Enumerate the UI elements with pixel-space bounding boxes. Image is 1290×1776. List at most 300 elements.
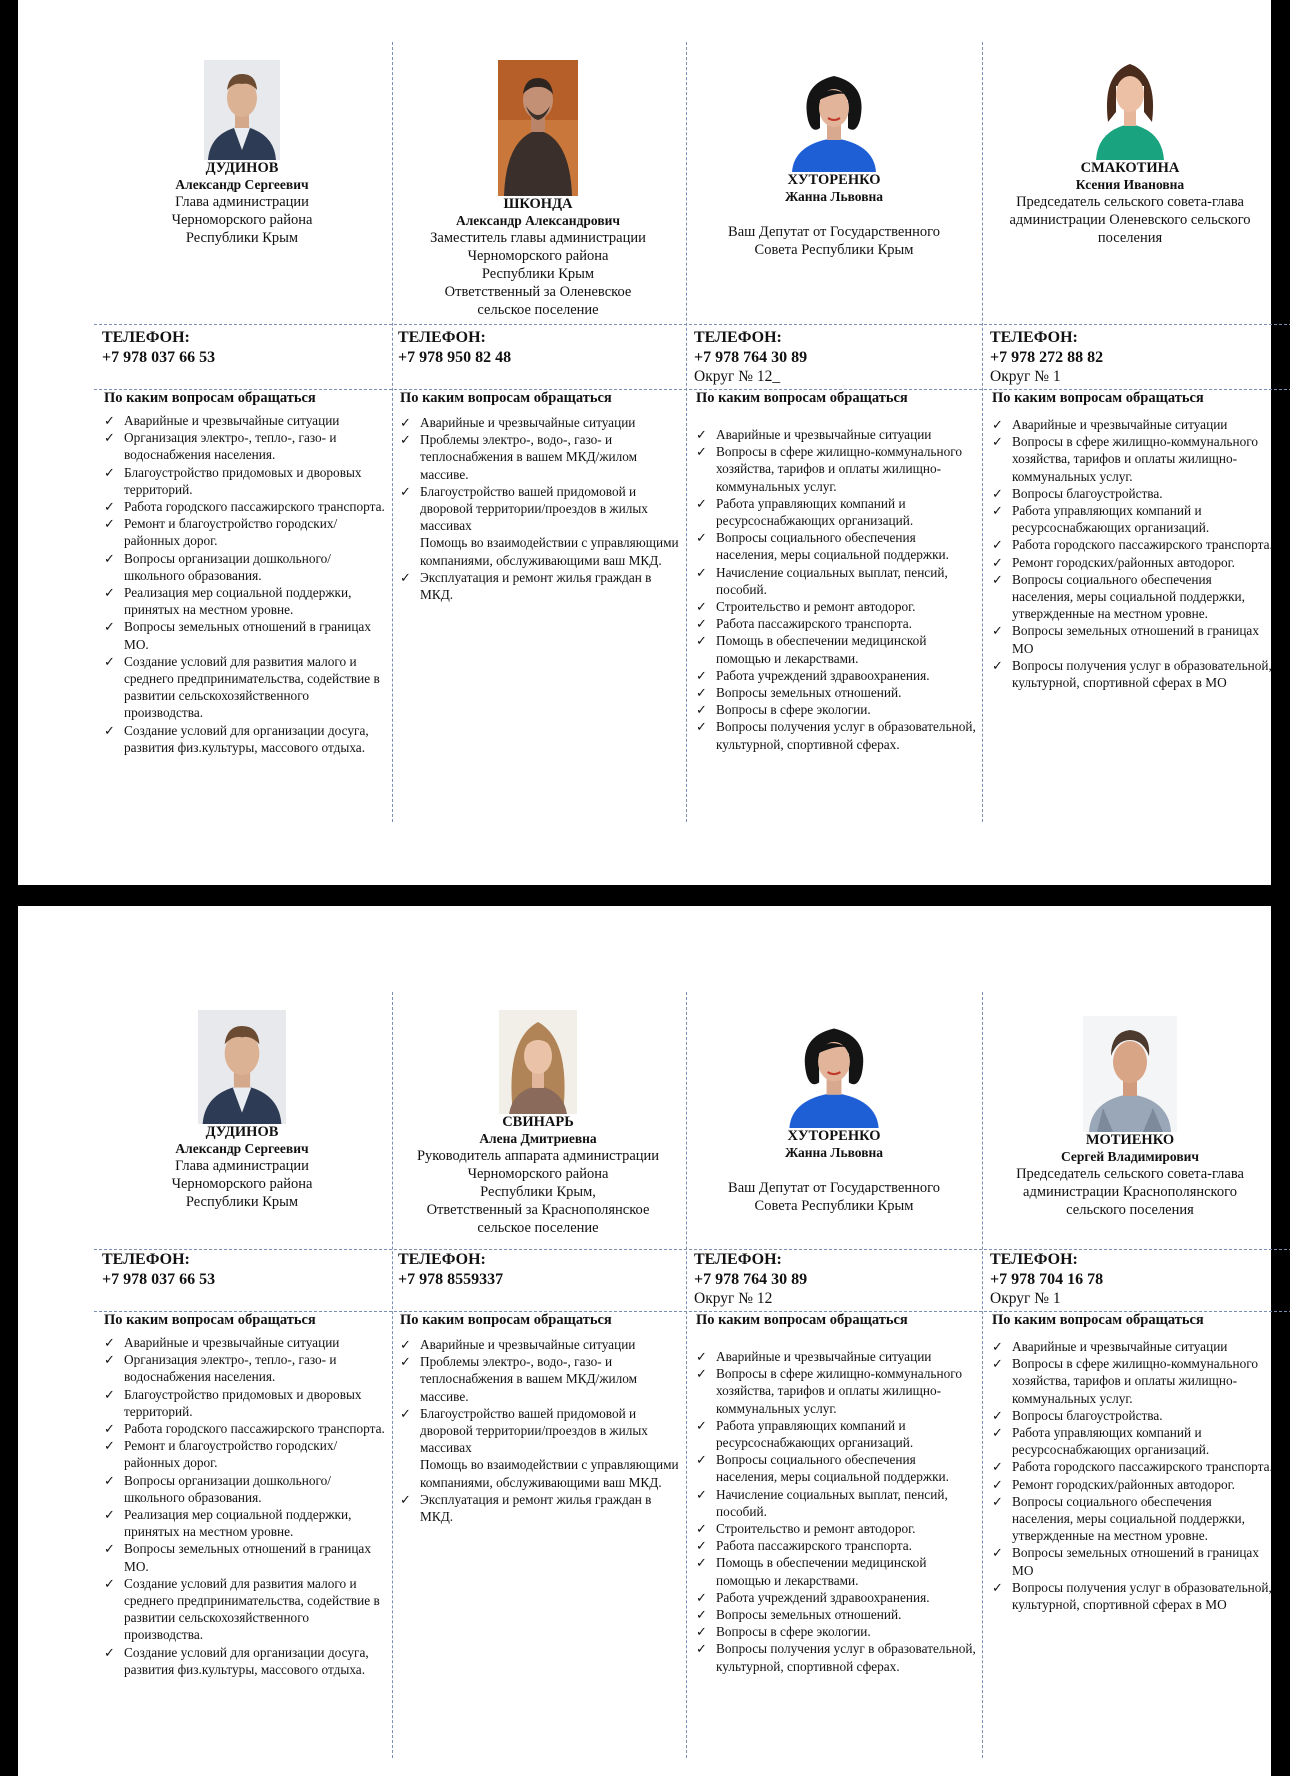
issue-text: Вопросы социального обеспечения населения, меры социальной поддержки. [716,1452,949,1485]
issue-item [696,426,980,443]
issue-text: Эксплуатация и ремонт жилья граждан в МКД. [420,569,652,603]
issue-text: Вопросы в сфере экологии. [716,1624,871,1640]
check-icon: ✓ [696,1521,707,1537]
issue-text: Вопросы социального обеспечения населения, меры социальной поддержки, утвержденные на местном уровне. [1012,571,1245,622]
issue-text: Аварийные и чрезвычайные ситуации [716,1349,932,1364]
check-icon: ✓ [696,702,707,718]
person-surname: МОТИЕНКО [1085,1132,1175,1148]
check-icon: ✓ [104,499,115,515]
contact-sheet-1 [18,0,1271,885]
contact-card [686,906,982,1776]
issue-item [104,464,388,498]
role-line: Ответственный за Оленевское [444,284,632,300]
portrait-photo [498,60,578,196]
check-icon: ✓ [992,1339,1003,1354]
phone-number: +7 978 764 30 89 [694,349,808,366]
issue-item [992,571,1276,623]
issue-item [104,429,388,463]
check-icon: ✓ [400,569,411,585]
issue-text: Вопросы земельных отношений в границах МО. [124,1541,371,1574]
phone-label: ТЕЛЕФОН: [102,329,190,346]
issue-text: Вопросы земельных отношений в границах МО [1012,1545,1259,1578]
issue-item [400,1456,684,1490]
person-given-name: Александр Сергеевич [175,177,309,192]
check-icon: ✓ [104,653,115,669]
check-icon: ✓ [104,413,115,428]
phone-number: +7 978 8559337 [398,1271,504,1288]
check-icon: ✓ [992,485,1003,501]
issue-item [696,1520,980,1537]
issue-text: Вопросы получения услуг в образовательной, культурной, спортивной сферах в МО [1012,1579,1272,1613]
issue-text: Начисление социальных выплат, пенсий, пособий. [716,1486,948,1519]
issue-item [104,653,388,722]
role-line: Руководитель аппарата администрации [416,1148,660,1164]
check-icon: ✓ [400,483,411,499]
issue-text: Вопросы получения услуг в образовательной, культурной, спортивной сферах. [716,1641,976,1674]
check-icon: ✓ [992,1545,1003,1561]
issue-text: Строительство и ремонт автодорог. [716,599,916,615]
issue-text: Работа учреждений здравоохранения. [716,667,930,683]
issue-item [696,701,980,718]
check-icon: ✓ [696,444,707,460]
issue-item [104,412,388,429]
issues-list [696,426,980,753]
check-icon: ✓ [104,1507,115,1523]
issue-item [104,722,388,756]
issue-item [104,1540,388,1574]
issue-item [696,443,980,495]
issues-list [104,412,388,756]
person-given-name: Жанна Львовна [784,189,884,204]
phone-number: +7 978 950 82 48 [398,349,512,366]
issue-item [104,498,388,515]
person-given-name: Ксения Ивановна [1075,177,1185,192]
check-icon: ✓ [104,1352,115,1368]
issue-item [104,1575,388,1644]
issue-text: Вопросы организации дошкольного/школьного образования. [124,1472,331,1505]
check-icon: ✓ [400,1491,411,1507]
issue-text: Вопросы в сфере жилищно-коммунального хозяйства, тарифов и оплаты жилищно-коммунальных услуг. [1012,1356,1258,1406]
check-icon: ✓ [696,667,707,683]
role-line: Заместитель главы администрации [430,230,646,246]
person-given-name: Александр Сергеевич [175,1141,309,1156]
issue-text: Реализация мер социальной поддержки, принятых на местном уровне. [124,585,352,618]
role-line: администрации Оленевского сельского [1009,212,1251,228]
issue-item [104,1506,388,1540]
issue-text: Создание условий для развития малого и среднего предпринимательства, содействие в развитии сельскохозяйственного производства. [124,1575,380,1643]
role-line: Совета Республики Крым [754,1198,914,1214]
issue-item [400,1336,684,1353]
issue-text: Строительство и ремонт автодорог. [716,1521,916,1537]
issue-text: Помощь в обеспечении медицинской помощью и лекарствами. [716,633,927,666]
check-icon: ✓ [696,1452,707,1468]
issue-text: Вопросы социального обеспечения населения, меры социальной поддержки. [716,530,949,563]
issue-item [400,569,684,603]
issue-item [696,615,980,632]
check-icon: ✓ [696,1417,707,1433]
check-icon: ✓ [104,430,115,446]
issue-text: Вопросы благоустройства. [1012,485,1163,501]
issue-text: Вопросы получения услуг в образовательной, культурной, спортивной сферах в МО [1012,657,1272,691]
contact-card [686,0,982,885]
check-icon: ✓ [104,1335,115,1350]
issue-text: Вопросы в сфере жилищно-коммунального хозяйства, тарифов и оплаты жилищно-коммунальных услуг. [716,1366,962,1416]
issue-text: Работа управляющих компаний и ресурсоснабжающих организаций. [716,1417,914,1451]
issue-item [696,1537,980,1554]
person-given-name: Алена Дмитриевна [479,1131,597,1146]
issue-item [104,1420,388,1437]
issue-text: Вопросы в сфере жилищно-коммунального хозяйства, тарифов и оплаты жилищно-коммунальных услуг. [1012,434,1258,484]
issue-item [696,529,980,563]
check-icon: ✓ [696,564,707,580]
phone-number: +7 978 764 30 89 [694,1271,808,1288]
check-icon: ✓ [104,1386,115,1402]
issue-item [104,1386,388,1420]
phone-label: ТЕЛЕФОН: [694,1251,782,1268]
issues-list [400,1336,684,1525]
check-icon: ✓ [104,516,115,532]
issue-text: Работа пассажирского транспорта. [716,616,912,632]
issue-text: Аварийные и чрезвычайные ситуации [420,415,636,430]
check-icon: ✓ [992,554,1003,570]
issue-text: Благоустройство придомовых и дворовых территорий. [124,1386,362,1419]
check-icon: ✓ [696,1641,707,1657]
issue-item [696,1554,980,1588]
person-surname: ХУТОРЕНКО [787,1128,881,1144]
issue-item [104,1472,388,1506]
check-icon: ✓ [104,1541,115,1557]
check-icon: ✓ [696,1589,707,1605]
issue-item [992,502,1276,536]
check-icon: ✓ [696,1607,707,1623]
portrait-photo [783,1016,885,1128]
questions-title: По каким вопросам обращаться [696,1312,908,1328]
issue-text: Работа городского пассажирского транспорта. [1012,1459,1273,1475]
issue-item [696,1365,980,1417]
questions-title: По каким вопросам обращаться [400,1312,612,1328]
issue-item [992,1458,1276,1475]
phone-number: +7 978 037 66 53 [102,1271,216,1288]
phone-number: +7 978 272 88 82 [990,349,1104,366]
issue-text: Помощь в обеспечении медицинской помощью и лекарствами. [716,1555,927,1588]
issue-text: Ремонт и благоустройство городских/районных дорог. [124,1438,338,1471]
issue-item [992,657,1276,691]
issue-item [992,1424,1276,1458]
contact-card [390,0,686,885]
issue-item [992,1355,1276,1407]
phone-label: ТЕЛЕФОН: [102,1251,190,1268]
issue-text: Вопросы в сфере жилищно-коммунального хозяйства, тарифов и оплаты жилищно-коммунальных услуг. [716,444,962,494]
issue-text: Создание условий для организации досуга, развития физ.культуры, массового отдыха. [124,722,369,755]
contact-sheet-2 [18,906,1271,1776]
issue-text: Вопросы получения услуг в образовательной, культурной, спортивной сферах. [716,719,976,752]
issue-item [400,1405,684,1457]
issue-item [696,598,980,615]
issue-text: Проблемы электро-, водо-, газо- и теплоснабжения в вашем МКД/жилом массиве. [420,1354,638,1404]
issue-text: Проблемы электро-, водо-, газо- и теплоснабжения в вашем МКД/жилом массиве. [420,432,638,482]
portrait-photo [204,60,280,160]
role-line: Черноморского района [171,212,313,228]
issue-item [696,667,980,684]
check-icon: ✓ [400,1337,411,1352]
issue-text: Создание условий для организации досуга, развития физ.культуры, массового отдыха. [124,1644,369,1677]
issue-item [400,431,684,483]
check-icon: ✓ [104,1644,115,1660]
role-line: Черноморского района [467,1166,609,1182]
phone-number: +7 978 037 66 53 [102,349,216,366]
questions-title: По каким вопросам обращаться [104,1312,316,1328]
check-icon: ✓ [696,495,707,511]
check-icon: ✓ [992,1356,1003,1372]
issue-text: Аварийные и чрезвычайные ситуации [124,413,340,428]
issue-item [992,416,1276,433]
issue-text: Начисление социальных выплат, пенсий, пособий. [716,564,948,597]
issue-text: Помощь во взаимодействии с управляющими компаниями, обслуживающими ваш МКД. [420,1457,679,1490]
check-icon: ✓ [992,434,1003,450]
issue-text: Вопросы земельных отношений в границах МО [1012,623,1259,656]
issue-item [696,495,980,529]
person-surname: ХУТОРЕНКО [787,172,881,188]
check-icon: ✓ [104,464,115,480]
check-icon: ✓ [992,417,1003,432]
issue-text: Создание условий для развития малого и среднего предпринимательства, содействие в развитии сельскохозяйственного производства. [124,653,380,721]
check-icon: ✓ [400,415,411,430]
issues-list [104,1334,388,1678]
role-line: Глава администрации [175,194,309,210]
check-icon: ✓ [992,503,1003,519]
issue-text: Помощь во взаимодействии с управляющими компаниями, обслуживающими ваш МКД. [420,535,679,568]
check-icon: ✓ [992,571,1003,587]
person-surname: СМАКОТИНА [1080,160,1180,176]
issue-item [400,534,684,568]
okrug-label: Округ № 12_ [694,368,781,385]
issue-text: Эксплуатация и ремонт жилья граждан в МКД. [420,1491,652,1525]
issue-item [992,622,1276,656]
person-surname: ДУДИНОВ [205,160,279,176]
person-given-name: Жанна Львовна [784,1145,884,1160]
role-line: сельского поселения [1066,1202,1194,1218]
issue-item [104,618,388,652]
issue-item [696,1486,980,1520]
role-line: Черноморского района [467,248,609,264]
phone-label: ТЕЛЕФОН: [990,1251,1078,1268]
role-line: Ответственный за Краснополянское [426,1202,650,1218]
issue-item [992,485,1276,502]
issue-item [400,414,684,431]
check-icon: ✓ [104,550,115,566]
issue-text: Благоустройство вашей придомовой и дворовой территории/проездов в жилых массивах [420,483,648,534]
issue-text: Вопросы социального обеспечения населения, меры социальной поддержки, утвержденные на местном уровне. [1012,1493,1245,1544]
issue-item [104,1437,388,1471]
issue-text: Ремонт городских/районных автодорог. [1012,554,1235,570]
check-icon: ✓ [696,1349,707,1364]
check-icon: ✓ [992,1425,1003,1441]
phone-label: ТЕЛЕФОН: [398,329,486,346]
person-surname: ДУДИНОВ [205,1124,279,1140]
role-line: Председатель сельского совета-глава [1016,194,1244,210]
issue-item [696,632,980,666]
role-line: Председатель сельского совета-глава [1016,1166,1244,1182]
questions-title: По каким вопросам обращаться [992,1312,1204,1328]
issue-item [696,1417,980,1451]
check-icon: ✓ [992,1407,1003,1423]
issue-text: Работа управляющих компаний и ресурсоснабжающих организаций. [716,495,914,529]
contact-card [982,0,1278,885]
issue-text: Аварийные и чрезвычайные ситуации [1012,417,1228,432]
check-icon: ✓ [992,657,1003,673]
issue-item [992,1407,1276,1424]
check-icon: ✓ [400,432,411,448]
portrait-photo [786,64,882,172]
issue-text: Вопросы земельных отношений. [716,685,902,701]
check-icon: ✓ [696,1555,707,1571]
issue-item [696,718,980,752]
issue-text: Аварийные и чрезвычайные ситуации [124,1335,340,1350]
check-icon: ✓ [696,719,707,735]
phone-label: ТЕЛЕФОН: [694,329,782,346]
issue-item [400,483,684,535]
okrug-label: Округ № 1 [990,1290,1061,1307]
issue-text: Организация электро-, тепло-, газо- и водоснабжения населения. [124,430,337,463]
issue-text: Благоустройство вашей придомовой и дворовой территории/проездов в жилых массивах [420,1405,648,1456]
issue-text: Вопросы организации дошкольного/школьного образования. [124,550,331,583]
check-icon: ✓ [696,616,707,632]
role-line: Глава администрации [175,1158,309,1174]
check-icon: ✓ [696,427,707,442]
check-icon: ✓ [104,619,115,635]
issue-text: Вопросы в сфере экологии. [716,702,871,718]
role-line: Республики Крым [185,1194,299,1210]
issue-item [992,1579,1276,1613]
issue-item [104,1334,388,1351]
issue-item [696,684,980,701]
issue-item [104,515,388,549]
issue-text: Аварийные и чрезвычайные ситуации [420,1337,636,1352]
issue-item [992,1544,1276,1578]
check-icon: ✓ [696,633,707,649]
check-icon: ✓ [104,585,115,601]
issue-text: Реализация мер социальной поддержки, принятых на местном уровне. [124,1507,352,1540]
check-icon: ✓ [992,1476,1003,1492]
check-icon: ✓ [992,537,1003,553]
issue-text: Работа городского пассажирского транспорта. [1012,537,1273,553]
issue-item [696,564,980,598]
okrug-label: Округ № 12 [694,1290,773,1307]
issue-item [992,1493,1276,1545]
person-surname: СВИНАРЬ [502,1114,574,1130]
check-icon: ✓ [992,623,1003,639]
contact-card [94,906,390,1776]
check-icon: ✓ [696,685,707,701]
check-icon: ✓ [696,599,707,615]
questions-title: По каким вопросам обращаться [696,390,908,406]
phone-label: ТЕЛЕФОН: [990,329,1078,346]
issues-list [696,1348,980,1675]
check-icon: ✓ [696,1366,707,1382]
issue-text: Ремонт и благоустройство городских/районных дорог. [124,516,338,549]
issue-item [992,1476,1276,1493]
issue-text: Вопросы земельных отношений. [716,1607,902,1623]
person-given-name: Сергей Владимирович [1060,1149,1200,1164]
issue-text: Аварийные и чрезвычайные ситуации [1012,1339,1228,1354]
issue-item [696,1640,980,1674]
issue-item [696,1589,980,1606]
issue-item [992,554,1276,571]
check-icon: ✓ [992,1579,1003,1595]
check-icon: ✓ [696,1486,707,1502]
issue-item [104,1351,388,1385]
contact-card [94,0,390,885]
issue-text: Работа управляющих компаний и ресурсоснабжающих организаций. [1012,503,1210,536]
check-icon: ✓ [400,1354,411,1370]
issue-text: Благоустройство придомовых и дворовых территорий. [124,464,362,497]
check-icon: ✓ [104,722,115,738]
questions-title: По каким вопросам обращаться [104,390,316,406]
role-line: администрации Краснополянского [1023,1184,1237,1200]
issues-list [992,416,1276,691]
issue-item [696,1451,980,1485]
check-icon: ✓ [696,530,707,546]
role-line: Совета Республики Крым [754,242,914,258]
questions-title: По каким вопросам обращаться [400,390,612,406]
role-line: сельское поселение [477,302,599,318]
check-icon: ✓ [696,1624,707,1640]
check-icon: ✓ [104,1575,115,1591]
role-line: Республики Крым [185,230,299,246]
check-icon: ✓ [696,1538,707,1554]
issue-item [992,1338,1276,1355]
issue-text: Вопросы благоустройства. [1012,1407,1163,1423]
role-line: Республики Крым [481,266,595,282]
role-line: Черноморского района [171,1176,313,1192]
issue-item [992,433,1276,485]
check-icon: ✓ [400,1405,411,1421]
issue-item [696,1623,980,1640]
issue-item [104,584,388,618]
portrait-photo [1083,1016,1177,1132]
issue-text: Ремонт городских/районных автодорог. [1012,1476,1235,1492]
portrait-photo [198,1010,286,1124]
portrait-photo [499,1010,577,1114]
issue-item [696,1348,980,1365]
issue-text: Организация электро-, тепло-, газо- и водоснабжения населения. [124,1352,337,1385]
issue-text: Работа городского пассажирского транспорта. [124,499,385,515]
issue-item [696,1606,980,1623]
issues-list [400,414,684,603]
person-given-name: Александр Александрович [455,213,621,228]
role-line: Республики Крым, [480,1184,596,1200]
issue-text: Работа учреждений здравоохранения. [716,1589,930,1605]
issue-text: Аварийные и чрезвычайные ситуации [716,427,932,442]
role-line: Ваш Депутат от Государственного [728,224,940,240]
contact-card [390,906,686,1776]
issue-item [104,1644,388,1678]
check-icon: ✓ [992,1459,1003,1475]
check-icon: ✓ [104,1421,115,1437]
issue-text: Вопросы земельных отношений в границах МО. [124,619,371,652]
check-icon: ✓ [992,1493,1003,1509]
phone-number: +7 978 704 16 78 [990,1271,1104,1288]
issues-list [992,1338,1276,1613]
issue-item [400,1353,684,1405]
portrait-photo [1086,52,1174,160]
role-line: поселения [1097,230,1163,246]
person-surname: ШКОНДА [503,196,573,212]
issue-item [992,536,1276,553]
okrug-label: Округ № 1 [990,368,1061,385]
check-icon: ✓ [104,1472,115,1488]
phone-label: ТЕЛЕФОН: [398,1251,486,1268]
